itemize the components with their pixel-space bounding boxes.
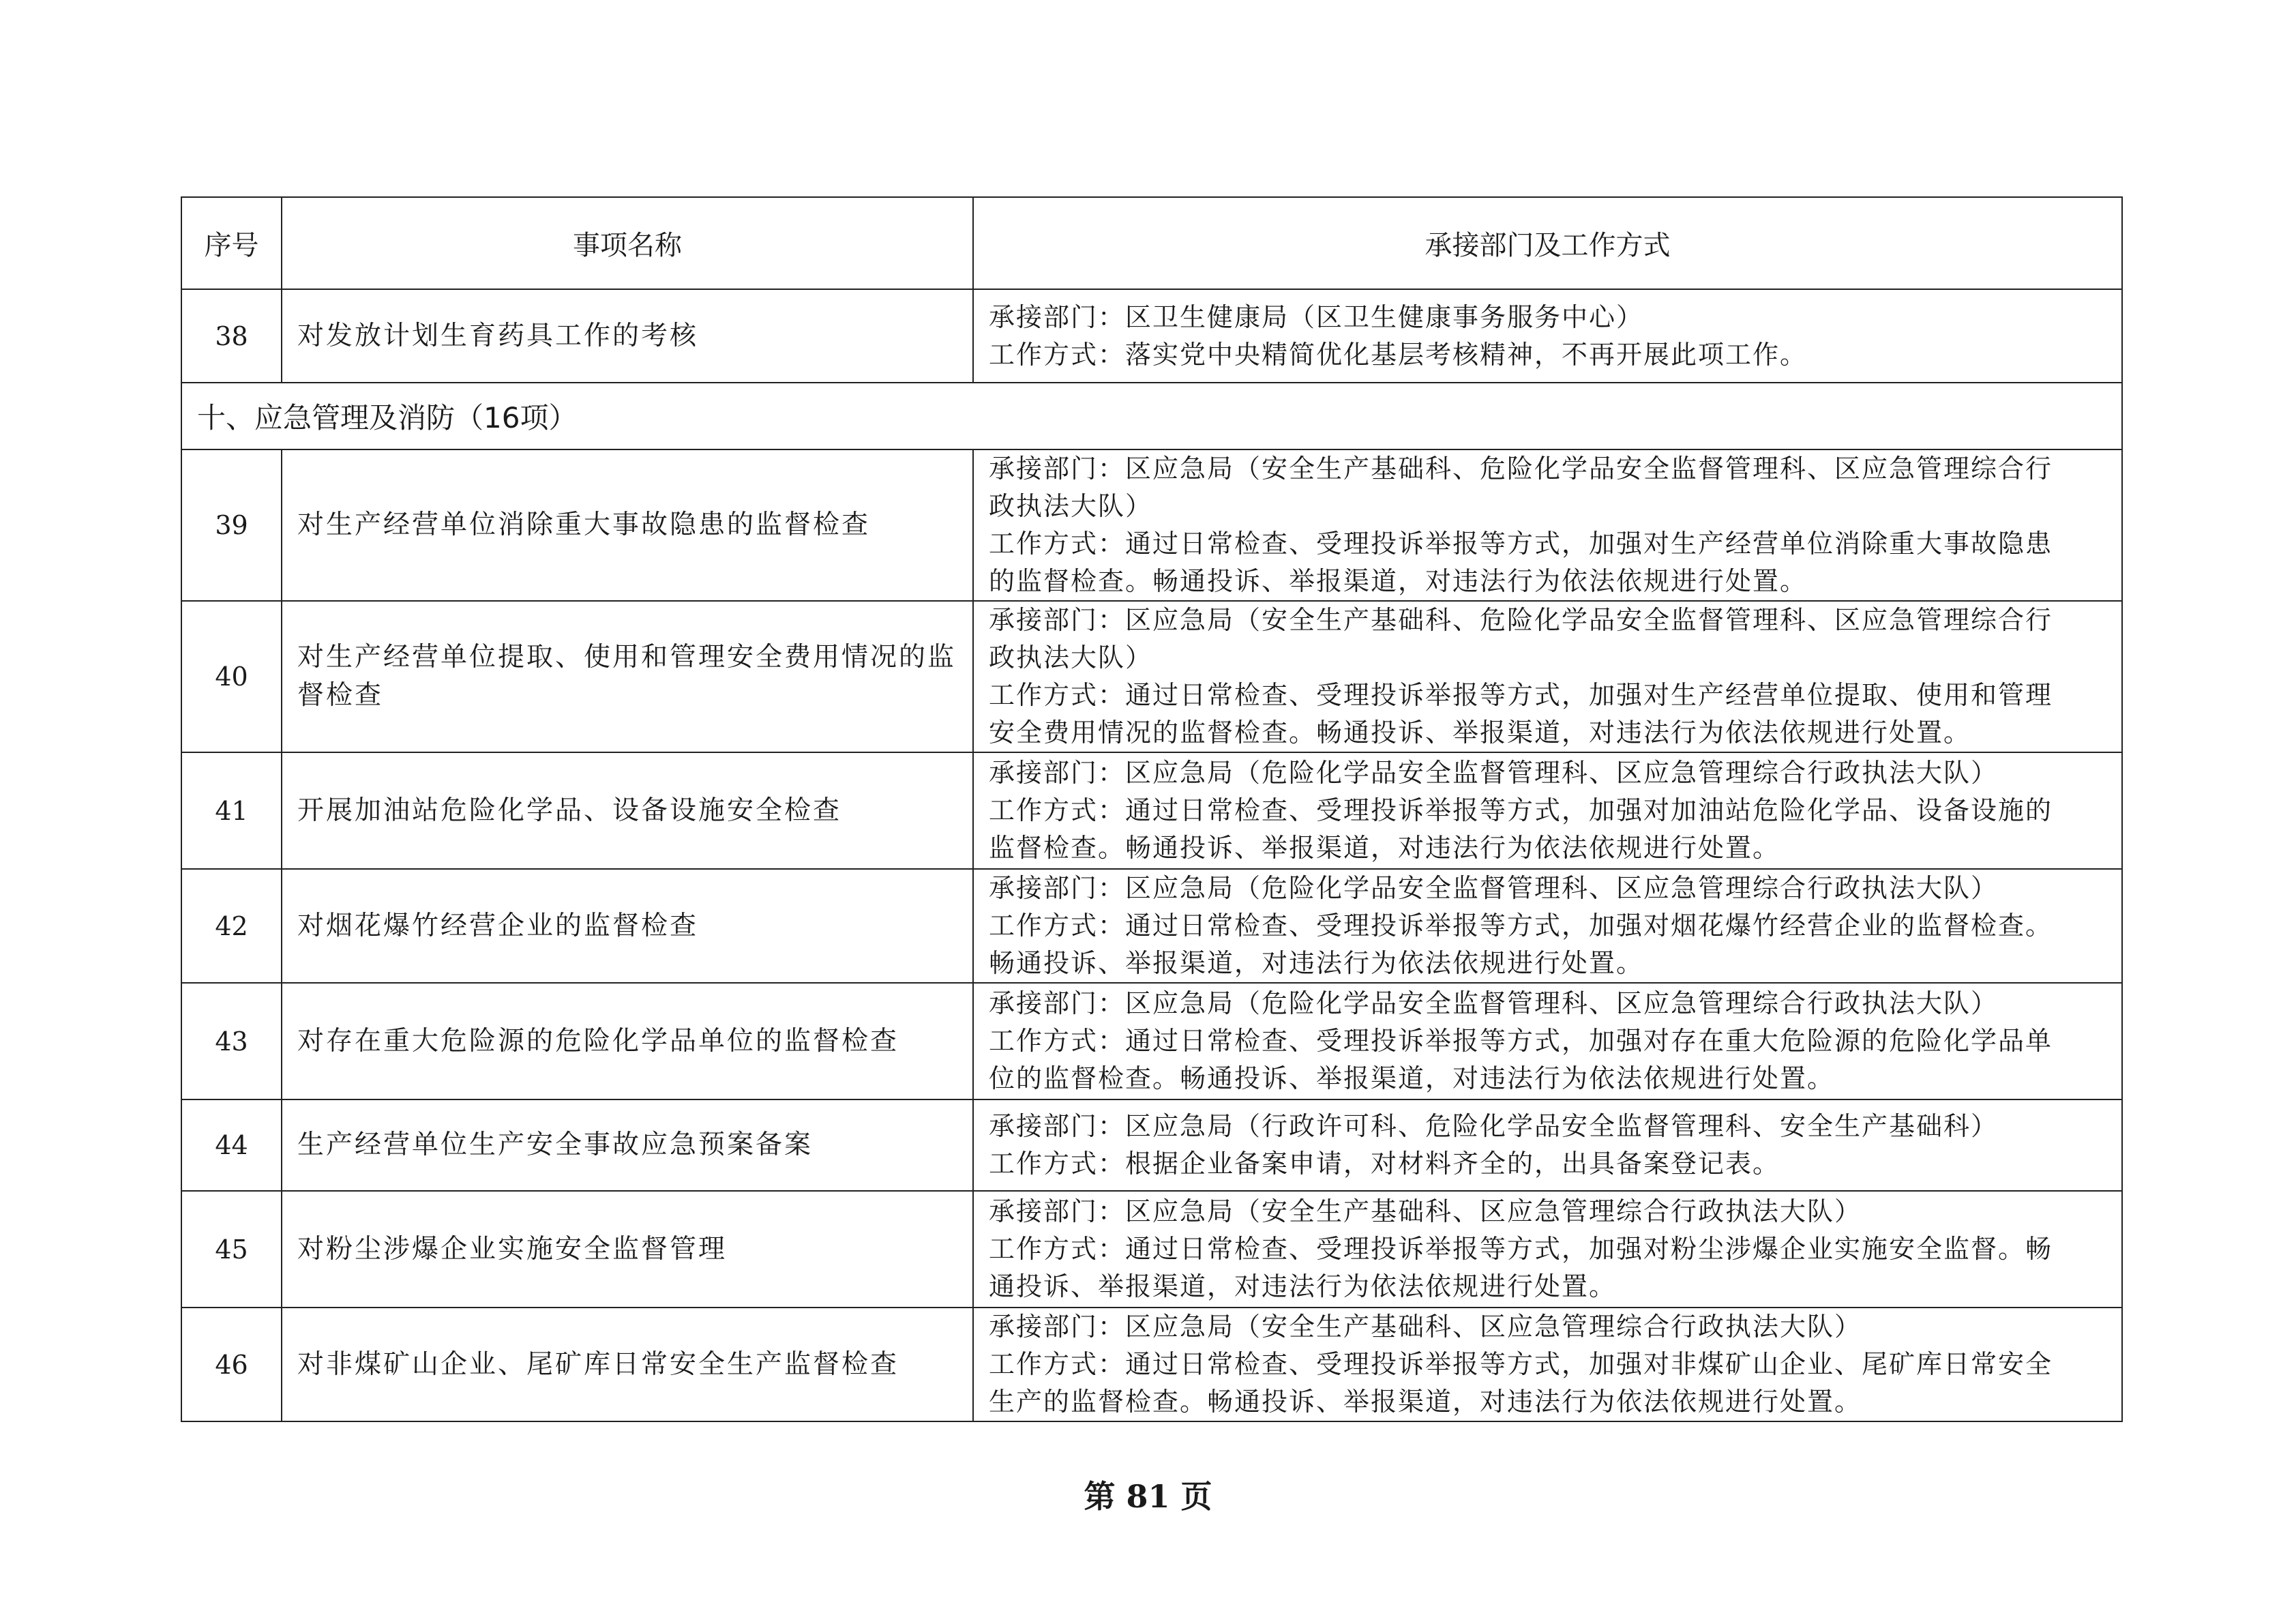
dept-line: 承接部门：区应急局（行政许可科、危险化学品安全监督管理科、安全生产基础科） bbox=[989, 1111, 1999, 1141]
page-number: 第 81 页 bbox=[1084, 1478, 1212, 1515]
row-number: 38 bbox=[181, 289, 282, 383]
table-row bbox=[181, 1099, 2122, 1191]
dept-line: 监督检查。畅通投诉、举报渠道，对违法行为依法依规进行处置。 bbox=[989, 833, 1780, 863]
table-row bbox=[181, 1308, 2122, 1421]
dept-line: 工作方式：根据企业备案申请，对材料齐全的，出具备案登记表。 bbox=[989, 1149, 1780, 1179]
row-number: 42 bbox=[181, 869, 282, 983]
dept-method bbox=[973, 449, 2122, 601]
dept-method bbox=[973, 983, 2122, 1099]
table-row bbox=[181, 983, 2122, 1099]
item-name: 生产经营单位生产安全事故应急预案备案 bbox=[282, 1099, 973, 1191]
item-name: 对粉尘涉爆企业实施安全监督管理 bbox=[282, 1191, 973, 1308]
items-table bbox=[181, 196, 2123, 1422]
row-number: 41 bbox=[181, 752, 282, 869]
dept-method bbox=[973, 1308, 2122, 1421]
item-name: 对生产经营单位提取、使用和管理安全费用情况的监督检查 bbox=[282, 601, 973, 752]
item-name: 对烟花爆竹经营企业的监督检查 bbox=[282, 869, 973, 983]
table-row bbox=[181, 752, 2122, 869]
table-header-row bbox=[181, 197, 2122, 289]
table-row bbox=[181, 289, 2122, 383]
dept-line: 畅通投诉、举报渠道，对违法行为依法依规进行处置。 bbox=[989, 948, 1644, 978]
rows-body bbox=[181, 449, 2122, 1421]
row-number: 40 bbox=[181, 601, 282, 752]
dept-line: 工作方式：通过日常检查、受理投诉举报等方式，加强对存在重大危险源的危险化学品单 bbox=[989, 1026, 2053, 1056]
dept-line: 工作方式：通过日常检查、受理投诉举报等方式，加强对生产经营单位消除重大事故隐患 bbox=[989, 529, 2053, 559]
header-item-name: 事项名称 bbox=[282, 197, 973, 289]
dept-line: 承接部门：区应急局（危险化学品安全监督管理科、区应急管理综合行政执法大队） bbox=[989, 873, 1999, 903]
item-name: 对生产经营单位消除重大事故隐患的监督检查 bbox=[282, 449, 973, 601]
dept-line: 承接部门：区卫生健康局（区卫生健康事务服务中心） bbox=[989, 301, 1644, 332]
dept-method bbox=[973, 289, 2122, 383]
dept-line: 的监督检查。畅通投诉、举报渠道，对违法行为依法依规进行处置。 bbox=[989, 566, 1808, 596]
dept-line: 位的监督检查。畅通投诉、举报渠道，对违法行为依法依规进行处置。 bbox=[989, 1063, 1835, 1093]
row-number: 39 bbox=[181, 449, 282, 601]
item-name: 对非煤矿山企业、尾矿库日常安全生产监督检查 bbox=[282, 1308, 973, 1421]
header-dept-method: 承接部门及工作方式 bbox=[973, 197, 2122, 289]
item-name: 开展加油站危险化学品、设备设施安全检查 bbox=[282, 752, 973, 869]
table-row bbox=[181, 869, 2122, 983]
dept-line: 工作方式：通过日常检查、受理投诉举报等方式，加强对粉尘涉爆企业实施安全监督。畅 bbox=[989, 1234, 2053, 1264]
dept-line: 承接部门：区应急局（危险化学品安全监督管理科、区应急管理综合行政执法大队） bbox=[989, 988, 1999, 1018]
dept-line: 工作方式：通过日常检查、受理投诉举报等方式，加强对生产经营单位提取、使用和管理 bbox=[989, 680, 2053, 710]
row-number: 43 bbox=[181, 983, 282, 1099]
dept-line: 工作方式：通过日常检查、受理投诉举报等方式，加强对加油站危险化学品、设备设施的 bbox=[989, 795, 2053, 825]
table-row bbox=[181, 601, 2122, 752]
row-number: 46 bbox=[181, 1308, 282, 1421]
row-number: 44 bbox=[181, 1099, 282, 1191]
dept-method bbox=[973, 601, 2122, 752]
dept-line: 承接部门：区应急局（危险化学品安全监督管理科、区应急管理综合行政执法大队） bbox=[989, 758, 1999, 788]
dept-method bbox=[973, 1099, 2122, 1191]
dept-line: 承接部门：区应急局（安全生产基础科、危险化学品安全监督管理科、区应急管理综合行 bbox=[989, 605, 2053, 635]
dept-method bbox=[973, 869, 2122, 983]
dept-line: 承接部门：区应急局（安全生产基础科、危险化学品安全监督管理科、区应急管理综合行 bbox=[989, 454, 2053, 484]
dept-line: 政执法大队） bbox=[989, 491, 1153, 521]
dept-line: 通投诉、举报渠道，对违法行为依法依规进行处置。 bbox=[989, 1271, 1617, 1301]
item-name: 对发放计划生育药具工作的考核 bbox=[282, 289, 973, 383]
section-row bbox=[181, 383, 2122, 449]
header-seq: 序号 bbox=[181, 197, 282, 289]
dept-method bbox=[973, 752, 2122, 869]
table-row bbox=[181, 449, 2122, 601]
dept-line: 生产的监督检查。畅通投诉、举报渠道，对违法行为依法依规进行处置。 bbox=[989, 1387, 1862, 1417]
dept-line: 承接部门：区应急局（安全生产基础科、区应急管理综合行政执法大队） bbox=[989, 1312, 1862, 1342]
section-title: 十、应急管理及消防（16项） bbox=[181, 383, 2122, 449]
dept-line: 工作方式：通过日常检查、受理投诉举报等方式，加强对烟花爆竹经营企业的监督检查。 bbox=[989, 911, 2053, 941]
table-row bbox=[181, 1191, 2122, 1308]
dept-method bbox=[973, 1191, 2122, 1308]
dept-line: 承接部门：区应急局（安全生产基础科、区应急管理综合行政执法大队） bbox=[989, 1196, 1862, 1226]
dept-line: 安全费用情况的监督检查。畅通投诉、举报渠道，对违法行为依法依规进行处置。 bbox=[989, 718, 1971, 748]
dept-line: 政执法大队） bbox=[989, 643, 1153, 673]
row-number: 45 bbox=[181, 1191, 282, 1308]
dept-line: 工作方式：落实党中央精简优化基层考核精神，不再开展此项工作。 bbox=[989, 339, 1808, 370]
item-name: 对存在重大危险源的危险化学品单位的监督检查 bbox=[282, 983, 973, 1099]
dept-line: 工作方式：通过日常检查、受理投诉举报等方式，加强对非煤矿山企业、尾矿库日常安全 bbox=[989, 1349, 2053, 1379]
